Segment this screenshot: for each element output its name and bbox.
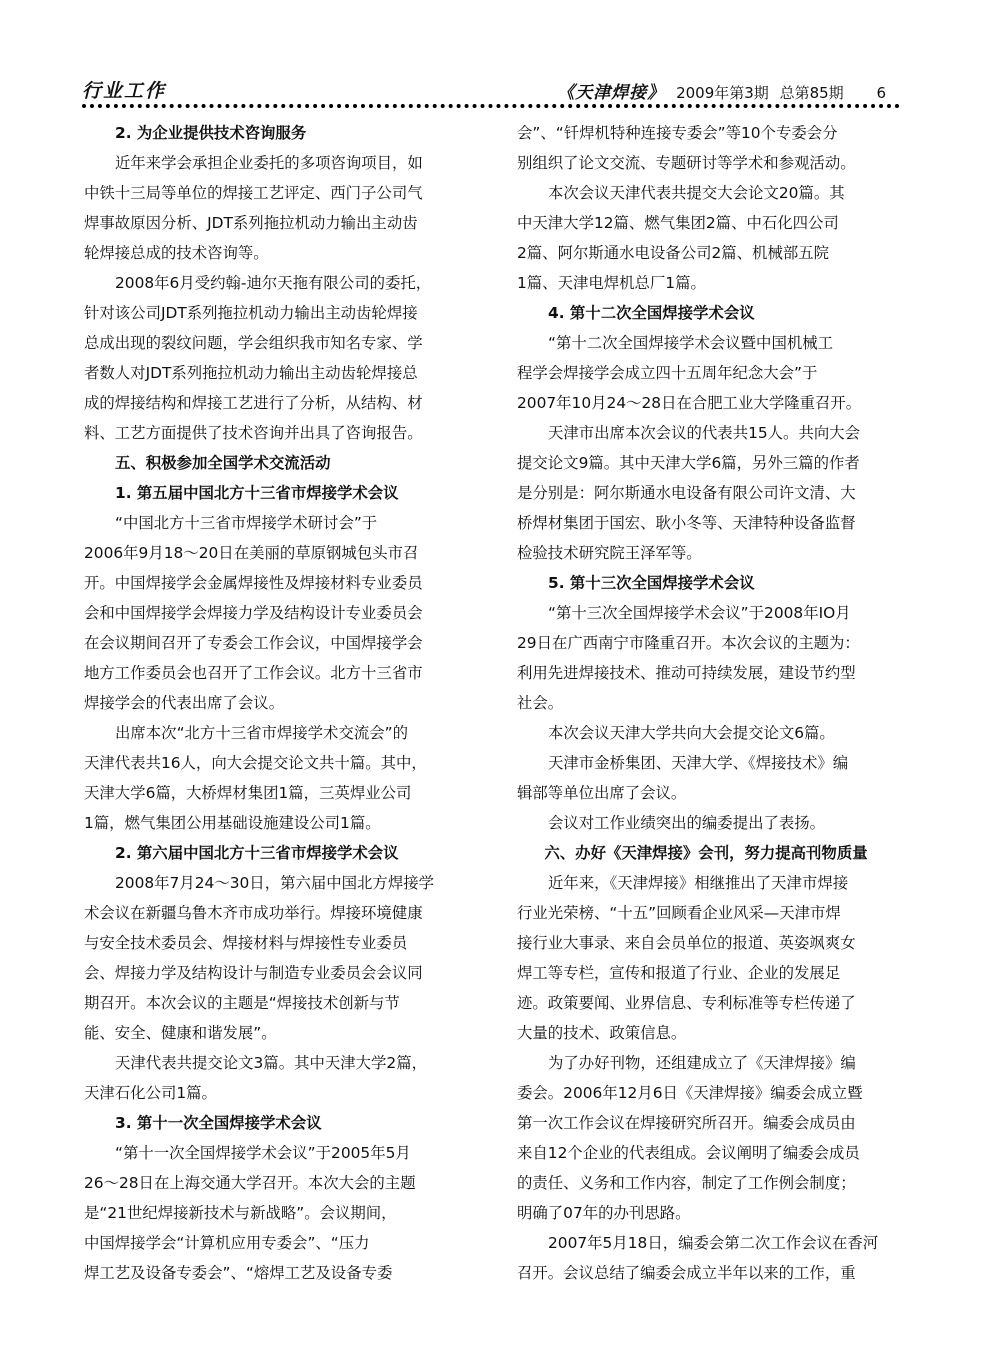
text-line: 会”、“钎焊机特种连接专委会”等10个专委会分: [517, 124, 838, 142]
text-line: 来自12个企业的代表组成。会议阐明了编委会成员: [517, 1144, 860, 1162]
text-line: 程学会焊接学会成立四十五周年纪念大会”于: [517, 364, 818, 382]
text-line: 近年来学会承担企业委托的多项咨询项目，如: [115, 154, 423, 172]
section-heading: 五、积极参加全国学术交流活动: [115, 454, 331, 472]
text-line: 辑部等单位出席了会议。: [517, 784, 687, 802]
text-line: 利用先进焊接技术、推动可持续发展，建设节约型: [517, 664, 856, 682]
text-line: 中国焊接学会“计算机应用专委会”、“压力: [84, 1234, 370, 1252]
text-line: 在会议期间召开了专委会工作会议，中国焊接学会: [84, 634, 423, 652]
issue-number: 2009年第3期: [676, 84, 769, 102]
section-heading: 2. 为企业提供技术咨询服务: [115, 124, 307, 142]
text-line: 焊工艺及设备专委会”、“熔焊工艺及设备专委: [84, 1264, 393, 1282]
text-line: 是分别是：阿尔斯通水电设备有限公司许文清、大: [517, 484, 856, 502]
text-line: 能、安全、健康和谐发展”。: [84, 1024, 277, 1042]
text-line: 成的焊接结构和焊接工艺进行了分析，从结构、材: [84, 394, 423, 412]
text-line: 2007年10月24～28日在合肥工业大学隆重召开。: [517, 394, 862, 412]
text-line: 开。中国焊接学会金属焊接性及焊接材料专业委员: [84, 574, 423, 592]
text-line: 迹。政策要闻、业界信息、专利标准等专栏传递了: [517, 994, 856, 1012]
text-line: 召开。会议总结了编委会成立半年以来的工作，重: [517, 1264, 856, 1282]
section-heading: 2. 第六届中国北方十三省市焊接学术会议: [115, 844, 399, 862]
text-line: 出席本次“北方十三省市焊接学术交流会”的: [115, 724, 408, 742]
text-line: 社会。: [517, 694, 564, 712]
section-heading: 1. 第五届中国北方十三省市焊接学术会议: [115, 484, 399, 502]
text-line: 第一次工作会议在焊接研究所召开。编委会成员由: [517, 1114, 856, 1132]
text-line: 料、工艺方面提供了技术咨询并出具了咨询报告。: [84, 424, 423, 442]
total-issue: 总第85期: [779, 84, 844, 102]
journal-name: 《天津焊接》: [557, 83, 666, 103]
text-line: 天津石化公司1篇。: [84, 1084, 217, 1102]
text-line: 是“21世纪焊接新技术与新战略”。会议期间，: [84, 1204, 397, 1222]
text-line: 2006年9月18～20日在美丽的草原钢城包头市召: [84, 544, 419, 562]
text-line: 接行业大事录、来自会员单位的报道、英姿飒爽女: [517, 934, 856, 952]
text-line: 桥焊材集团于国宏、耿小冬等、天津特种设备监督: [517, 514, 856, 532]
text-line: 本次会议天津大学共向大会提交论文6篇。: [548, 724, 835, 742]
text-line: 焊工等专栏，宣传和报道了行业、企业的发展足: [517, 964, 841, 982]
page-number: 6: [876, 84, 886, 102]
text-line: 1篇，燃气集团公用基础设施建设公司1篇。: [84, 814, 381, 832]
text-line: 提交论文9篇。其中天津大学6篇，另外三篇的作者: [517, 454, 860, 472]
text-line: 近年来，《天津焊接》相继推出了天津市焊接: [548, 874, 849, 892]
page-header: [82, 76, 900, 102]
text-line: 为了办好刊物，还组建成立了《天津焊接》编: [548, 1054, 856, 1072]
text-line: 2008年6月受约翰-迪尔天拖有限公司的委托，: [115, 274, 432, 292]
text-line: 26～28日在上海交通大学召开。本次大会的主题: [84, 1174, 416, 1192]
text-line: 1篇、天津电焊机总厂1篇。: [517, 274, 706, 292]
text-line: “第十二次全国焊接学术会议暨中国机械工: [548, 334, 834, 352]
text-line: 2篇、阿尔斯通水电设备公司2篇、机械部五院: [517, 244, 830, 262]
text-line: 明确了07年的办刊思路。: [517, 1204, 691, 1222]
section-heading: 4. 第十二次全国焊接学术会议: [548, 304, 755, 322]
text-line: 与安全技术委员会、焊接材料与焊接性专业委员: [84, 934, 408, 952]
section-title: 行业工作: [82, 80, 167, 102]
text-line: “第十一次全国焊接学术会议”于2005年5月: [115, 1144, 411, 1162]
text-line: 委会。2006年12月6日《天津焊接》编委会成立暨: [517, 1084, 863, 1102]
text-line: 29日在广西南宁市隆重召开。本次会议的主题为：: [517, 634, 860, 652]
text-line: 天津市金桥集团、天津大学、《焊接技术》编: [548, 754, 849, 772]
text-line: “第十三次全国焊接学术会议”于2008年IO月: [548, 604, 851, 622]
text-line: “中国北方十三省市焊接学术研讨会”于: [115, 514, 378, 532]
left-column: [84, 118, 462, 1288]
text-line: 本次会议天津代表共提交大会论文20篇。其: [548, 184, 845, 202]
text-line: 的责任、义务和工作内容，制定了工作例会制度；: [517, 1174, 856, 1192]
section-heading: 5. 第十三次全国焊接学术会议: [548, 574, 755, 592]
journal-info: [551, 78, 886, 103]
text-line: 期召开。本次会议的主题是“焊接技术创新与节: [84, 994, 400, 1012]
text-line: 行业光荣榜、“十五”回顾看企业风采—天津市焊: [517, 904, 841, 922]
text-line: 总成出现的裂纹问题，学会组织我市知名专家、学: [84, 334, 423, 352]
text-line: 天津代表共提交论文3篇。其中天津大学2篇，: [115, 1054, 428, 1072]
text-line: 天津市出席本次会议的代表共15人。共向大会: [548, 424, 861, 442]
text-line: 别组织了论文交流、专题研讨等学术和参观活动。: [517, 154, 856, 172]
text-line: 焊事故原因分析、JDT系列拖拉机动力输出主动齿: [84, 214, 418, 232]
text-line: 天津大学6篇，大桥焊材集团1篇，三英焊业公司: [84, 784, 412, 802]
text-line: 2008年7月24～30日，第六届中国北方焊接学: [115, 874, 434, 892]
text-line: 会议对工作业绩突出的编委提出了表扬。: [548, 814, 826, 832]
text-line: 轮焊接总成的技术咨询等。: [84, 244, 269, 262]
text-line: 者数人对JDT系列拖拉机动力输出主动齿轮焊接总: [84, 364, 418, 382]
section-heading: 六、办好《天津焊接》会刊，努力提高刊物质量: [544, 844, 868, 862]
section-heading: 3. 第十一次全国焊接学术会议: [115, 1114, 322, 1132]
text-line: 会、焊接力学及结构设计与制造专业委员会会议同: [84, 964, 423, 982]
text-line: 焊接学会的代表出席了会议。: [84, 694, 285, 712]
text-line: 天津代表共16人，向大会提交论文共十篇。其中，: [84, 754, 427, 772]
text-line: 中天津大学12篇、燃气集团2篇、中石化四公司: [517, 214, 839, 232]
text-line: 检验技术研究院王泽军等。: [517, 544, 702, 562]
header-dotted-rule: [82, 104, 900, 108]
text-line: 中铁十三局等单位的焊接工艺评定、西门子公司气: [84, 184, 423, 202]
text-line: 大量的技术、政策信息。: [517, 1024, 687, 1042]
text-line: 会和中国焊接学会焊接力学及结构设计专业委员会: [84, 604, 423, 622]
text-line: 针对该公司JDT系列拖拉机动力输出主动齿轮焊接: [84, 304, 418, 322]
text-line: 2007年5月18日，编委会第二次工作会议在香河: [548, 1234, 879, 1252]
text-line: 地方工作委员会也召开了工作会议。北方十三省市: [84, 664, 423, 682]
right-column: [517, 118, 895, 1288]
text-line: 术会议在新疆乌鲁木齐市成功举行。焊接环境健康: [84, 904, 423, 922]
